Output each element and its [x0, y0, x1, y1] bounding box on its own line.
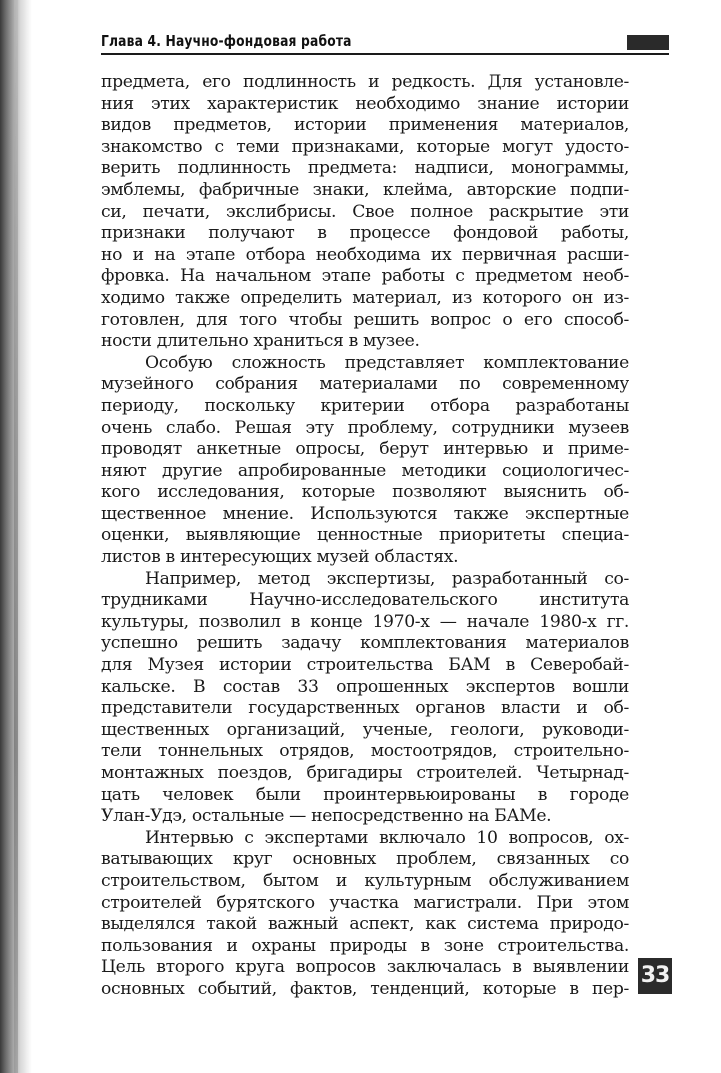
header-rule	[101, 53, 669, 55]
header-decorative-block	[627, 35, 669, 50]
text-line: верить подлинность предмета: надписи, монограммы,	[101, 158, 629, 179]
book-binding-shadow	[0, 0, 32, 1073]
text-line: проводят анкетные опросы, берут интервью и приме-	[101, 439, 629, 460]
text-line: си, печати, экслибрисы. Свое полное раскрытие эти	[101, 201, 629, 222]
text-line: предмета, его подлинность и редкость. Для установле-	[101, 72, 629, 92]
text-line: трудниками Научно-исследовательского института	[101, 590, 629, 611]
text-line: Цель второго круга вопросов заключалась в выявлении	[101, 957, 629, 978]
text-line: признаки получают в процессе фондовой работы,	[101, 223, 629, 244]
text-line: цать человек были проинтервьюированы в городе	[101, 784, 629, 805]
text-line: выделялся такой важный аспект, как система природо-	[101, 914, 629, 935]
text-line: Интервью с экспертами включало 10 вопросов, ох-	[145, 827, 629, 848]
text-line: ния этих характеристик необходимо знание истории	[101, 93, 629, 114]
text-line: культуры, позволил в конце 1970-х — начале 1980-х гг.	[101, 611, 629, 632]
text-line: представители государственных органов власти и об-	[101, 698, 629, 719]
text-line: пользования и охраны природы в зоне строительства.	[101, 935, 629, 956]
page-header	[101, 30, 669, 58]
text-line: основных событий, фактов, тенденций, которые в пер-	[101, 978, 629, 999]
text-line: ватывающих круг основных проблем, связанных со	[101, 849, 629, 870]
text-line: строительством, бытом и культурным обслуживанием	[101, 870, 629, 891]
text-line: строителей бурятского участка магистрали. При этом	[101, 892, 629, 913]
body-text	[101, 72, 629, 1001]
text-line: кальске. В состав 33 опрошенных экспертов вошли	[101, 676, 629, 697]
text-line: видов предметов, истории применения материалов,	[101, 115, 629, 136]
text-line: няют другие апробированные методики социологичес-	[101, 460, 629, 481]
text-line: тели тоннельных отрядов, мостоотрядов, строительно-	[101, 741, 629, 762]
text-line: но и на этапе отбора необходима их первичная расши-	[101, 244, 629, 265]
text-line: оценки, выявляющие ценностные приоритеты специа-	[101, 525, 629, 546]
text-line: фровка. На начальном этапе работы с предметом необ-	[101, 266, 629, 287]
text-line: Улан-Удэ, остальные — непосредственно на БАМе.	[101, 806, 552, 827]
text-line: щественное мнение. Используются также экспертные	[101, 503, 629, 524]
text-line: ности длительно храниться в музее.	[101, 331, 420, 352]
text-line: кого исследования, которые позволяют выяснить об-	[101, 482, 629, 503]
text-line: периоду, поскольку критерии отбора разработаны	[101, 395, 629, 416]
text-line: Например, метод экспертизы, разработанный со-	[145, 568, 629, 589]
text-line: щественных организаций, ученые, геологи, руководи-	[101, 719, 629, 740]
text-line: Особую сложность представляет комплектование	[145, 352, 629, 373]
page-number: 33	[640, 963, 670, 988]
text-line: успешно решить задачу комплектования материалов	[101, 633, 629, 654]
text-line: ходимо также определить материал, из которого он из-	[101, 287, 629, 308]
text-line: эмблемы, фабричные знаки, клейма, авторские подпи-	[101, 179, 629, 200]
text-line: листов в интересующих музей областях.	[101, 547, 459, 568]
text-line: очень слабо. Решая эту проблему, сотрудники музеев	[101, 417, 629, 438]
text-line: знакомство с теми признаками, которые могут удосто-	[101, 136, 629, 157]
running-head: Глава 4. Научно-фондовая работа	[101, 32, 352, 50]
text-line: монтажных поездов, бригадиры строителей. Четырнад-	[101, 763, 629, 783]
text-line: готовлен, для того чтобы решить вопрос о его способ-	[101, 309, 629, 330]
text-line: музейного собрания материалами по современному	[101, 374, 629, 395]
text-line: для Музея истории строительства БАМ в Северобай-	[101, 655, 629, 676]
